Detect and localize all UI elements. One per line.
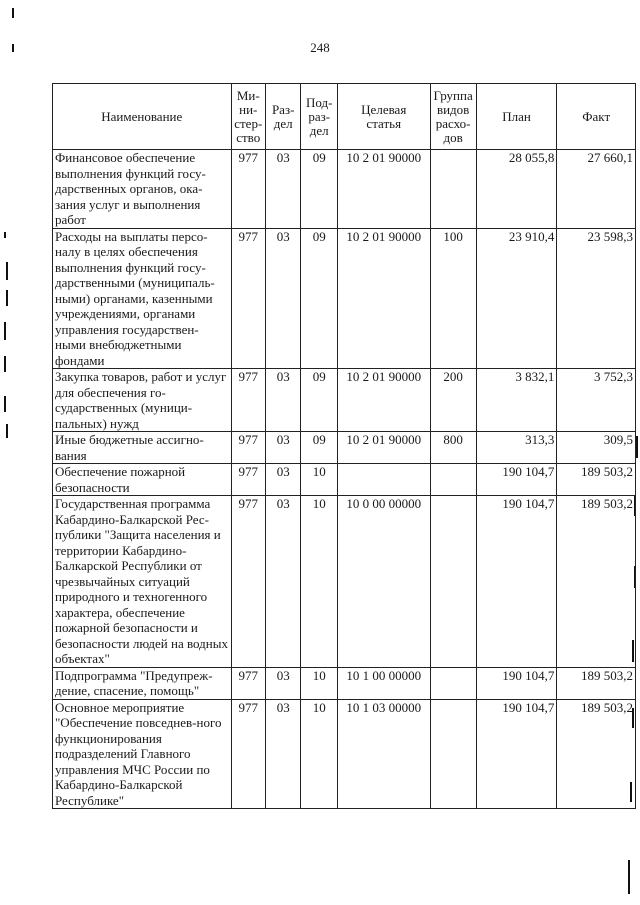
row-group <box>430 496 476 668</box>
row-plan: 3 832,1 <box>476 369 557 432</box>
row-subsection: 09 <box>301 369 338 432</box>
row-subsection: 10 <box>301 667 338 699</box>
table-row <box>53 667 636 699</box>
row-plan: 190 104,7 <box>476 667 557 699</box>
row-section: 03 <box>265 432 300 464</box>
header-section: Раз- дел <box>265 84 300 150</box>
row-plan: 23 910,4 <box>476 228 557 369</box>
scan-mark <box>4 356 6 372</box>
row-name: Закупка товаров, работ и услуг для обеспечения го-сударственных (муници-пальных) нужд <box>53 369 232 432</box>
row-target: 10 0 00 00000 <box>338 496 431 668</box>
row-name: Основное мероприятие "Обеспечение повседнев-ного функционирования подразделений Главного управления МЧС России по Кабардино-Балкарской Республике" <box>53 699 232 809</box>
scan-mark <box>6 424 8 438</box>
row-name: Расходы на выплаты персо-налу в целях обеспечения выполнения функций госу-дарственными (муниципаль-ными) органами, казенными учреждениями, органами управления государствен-ными внебюджетными фондами <box>53 228 232 369</box>
row-subsection: 10 <box>301 464 338 496</box>
row-ministry: 977 <box>231 496 265 668</box>
table-row <box>53 496 636 668</box>
row-target: 10 1 00 00000 <box>338 667 431 699</box>
row-group <box>430 464 476 496</box>
header-plan: План <box>476 84 557 150</box>
scan-mark <box>6 262 8 280</box>
row-ministry: 977 <box>231 667 265 699</box>
table-row <box>53 150 636 229</box>
row-fact: 23 598,3 <box>557 228 636 369</box>
row-name: Государственная программа Кабардино-Балкарской Рес-публики "Защита населения и территории Кабардино-Балкарской Республики от чрезвычайных ситуаций природного и техногенного характера, обеспечение пожарной безопасности и безопасности людей на водных объектах" <box>53 496 232 668</box>
row-group <box>430 150 476 229</box>
row-subsection: 10 <box>301 699 338 809</box>
scan-mark <box>628 860 630 894</box>
row-target: 10 2 01 90000 <box>338 150 431 229</box>
scan-mark <box>12 8 14 18</box>
header-fact: Факт <box>557 84 636 150</box>
row-fact: 27 660,1 <box>557 150 636 229</box>
row-name: Обеспечение пожарной безопасности <box>53 464 232 496</box>
row-plan: 28 055,8 <box>476 150 557 229</box>
table-row <box>53 432 636 464</box>
row-name: Иные бюджетные ассигно-вания <box>53 432 232 464</box>
row-plan: 190 104,7 <box>476 699 557 809</box>
row-name: Подпрограмма "Предупреж-дение, спасение, помощь" <box>53 667 232 699</box>
row-section: 03 <box>265 228 300 369</box>
row-subsection: 09 <box>301 432 338 464</box>
row-subsection: 10 <box>301 496 338 668</box>
row-ministry: 977 <box>231 432 265 464</box>
scan-mark <box>4 322 6 340</box>
table-row <box>53 464 636 496</box>
header-target: Целевая статья <box>338 84 431 150</box>
row-subsection: 09 <box>301 228 338 369</box>
row-target: 10 1 03 00000 <box>338 699 431 809</box>
scan-mark <box>4 396 6 412</box>
row-ministry: 977 <box>231 464 265 496</box>
row-fact: 3 752,3 <box>557 369 636 432</box>
row-section: 03 <box>265 150 300 229</box>
row-fact: 189 503,2 <box>557 496 636 668</box>
row-ministry: 977 <box>231 228 265 369</box>
row-section: 03 <box>265 667 300 699</box>
budget-table <box>52 83 636 809</box>
header-name: Наименование <box>53 84 232 150</box>
row-fact: 189 503,2 <box>557 464 636 496</box>
row-subsection: 09 <box>301 150 338 229</box>
header-subsection: Под- раз- дел <box>301 84 338 150</box>
row-fact: 189 503,2 <box>557 667 636 699</box>
row-plan: 190 104,7 <box>476 464 557 496</box>
table-header-row <box>53 84 636 150</box>
row-ministry: 977 <box>231 369 265 432</box>
row-group: 200 <box>430 369 476 432</box>
row-target: 10 2 01 90000 <box>338 369 431 432</box>
scan-mark <box>636 436 638 458</box>
table-row <box>53 699 636 809</box>
row-section: 03 <box>265 699 300 809</box>
row-target: 10 2 01 90000 <box>338 228 431 369</box>
row-group: 800 <box>430 432 476 464</box>
row-group <box>430 699 476 809</box>
row-plan: 313,3 <box>476 432 557 464</box>
row-group <box>430 667 476 699</box>
row-section: 03 <box>265 496 300 668</box>
header-expense-group: Группа видов расхо- дов <box>430 84 476 150</box>
row-name: Финансовое обеспечение выполнения функций госу-дарственных органов, ока-зания услуг и выполнения работ <box>53 150 232 229</box>
table-row <box>53 228 636 369</box>
row-plan: 190 104,7 <box>476 496 557 668</box>
row-ministry: 977 <box>231 150 265 229</box>
row-ministry: 977 <box>231 699 265 809</box>
row-section: 03 <box>265 464 300 496</box>
row-target: 10 2 01 90000 <box>338 432 431 464</box>
header-ministry: Ми- ни- стер- ство <box>231 84 265 150</box>
row-fact: 189 503,2 <box>557 699 636 809</box>
row-fact: 309,5 <box>557 432 636 464</box>
row-section: 03 <box>265 369 300 432</box>
table-row <box>53 369 636 432</box>
row-group: 100 <box>430 228 476 369</box>
scan-mark <box>6 290 8 306</box>
scan-mark <box>4 232 6 238</box>
page-number: 248 <box>310 40 330 55</box>
row-target <box>338 464 431 496</box>
